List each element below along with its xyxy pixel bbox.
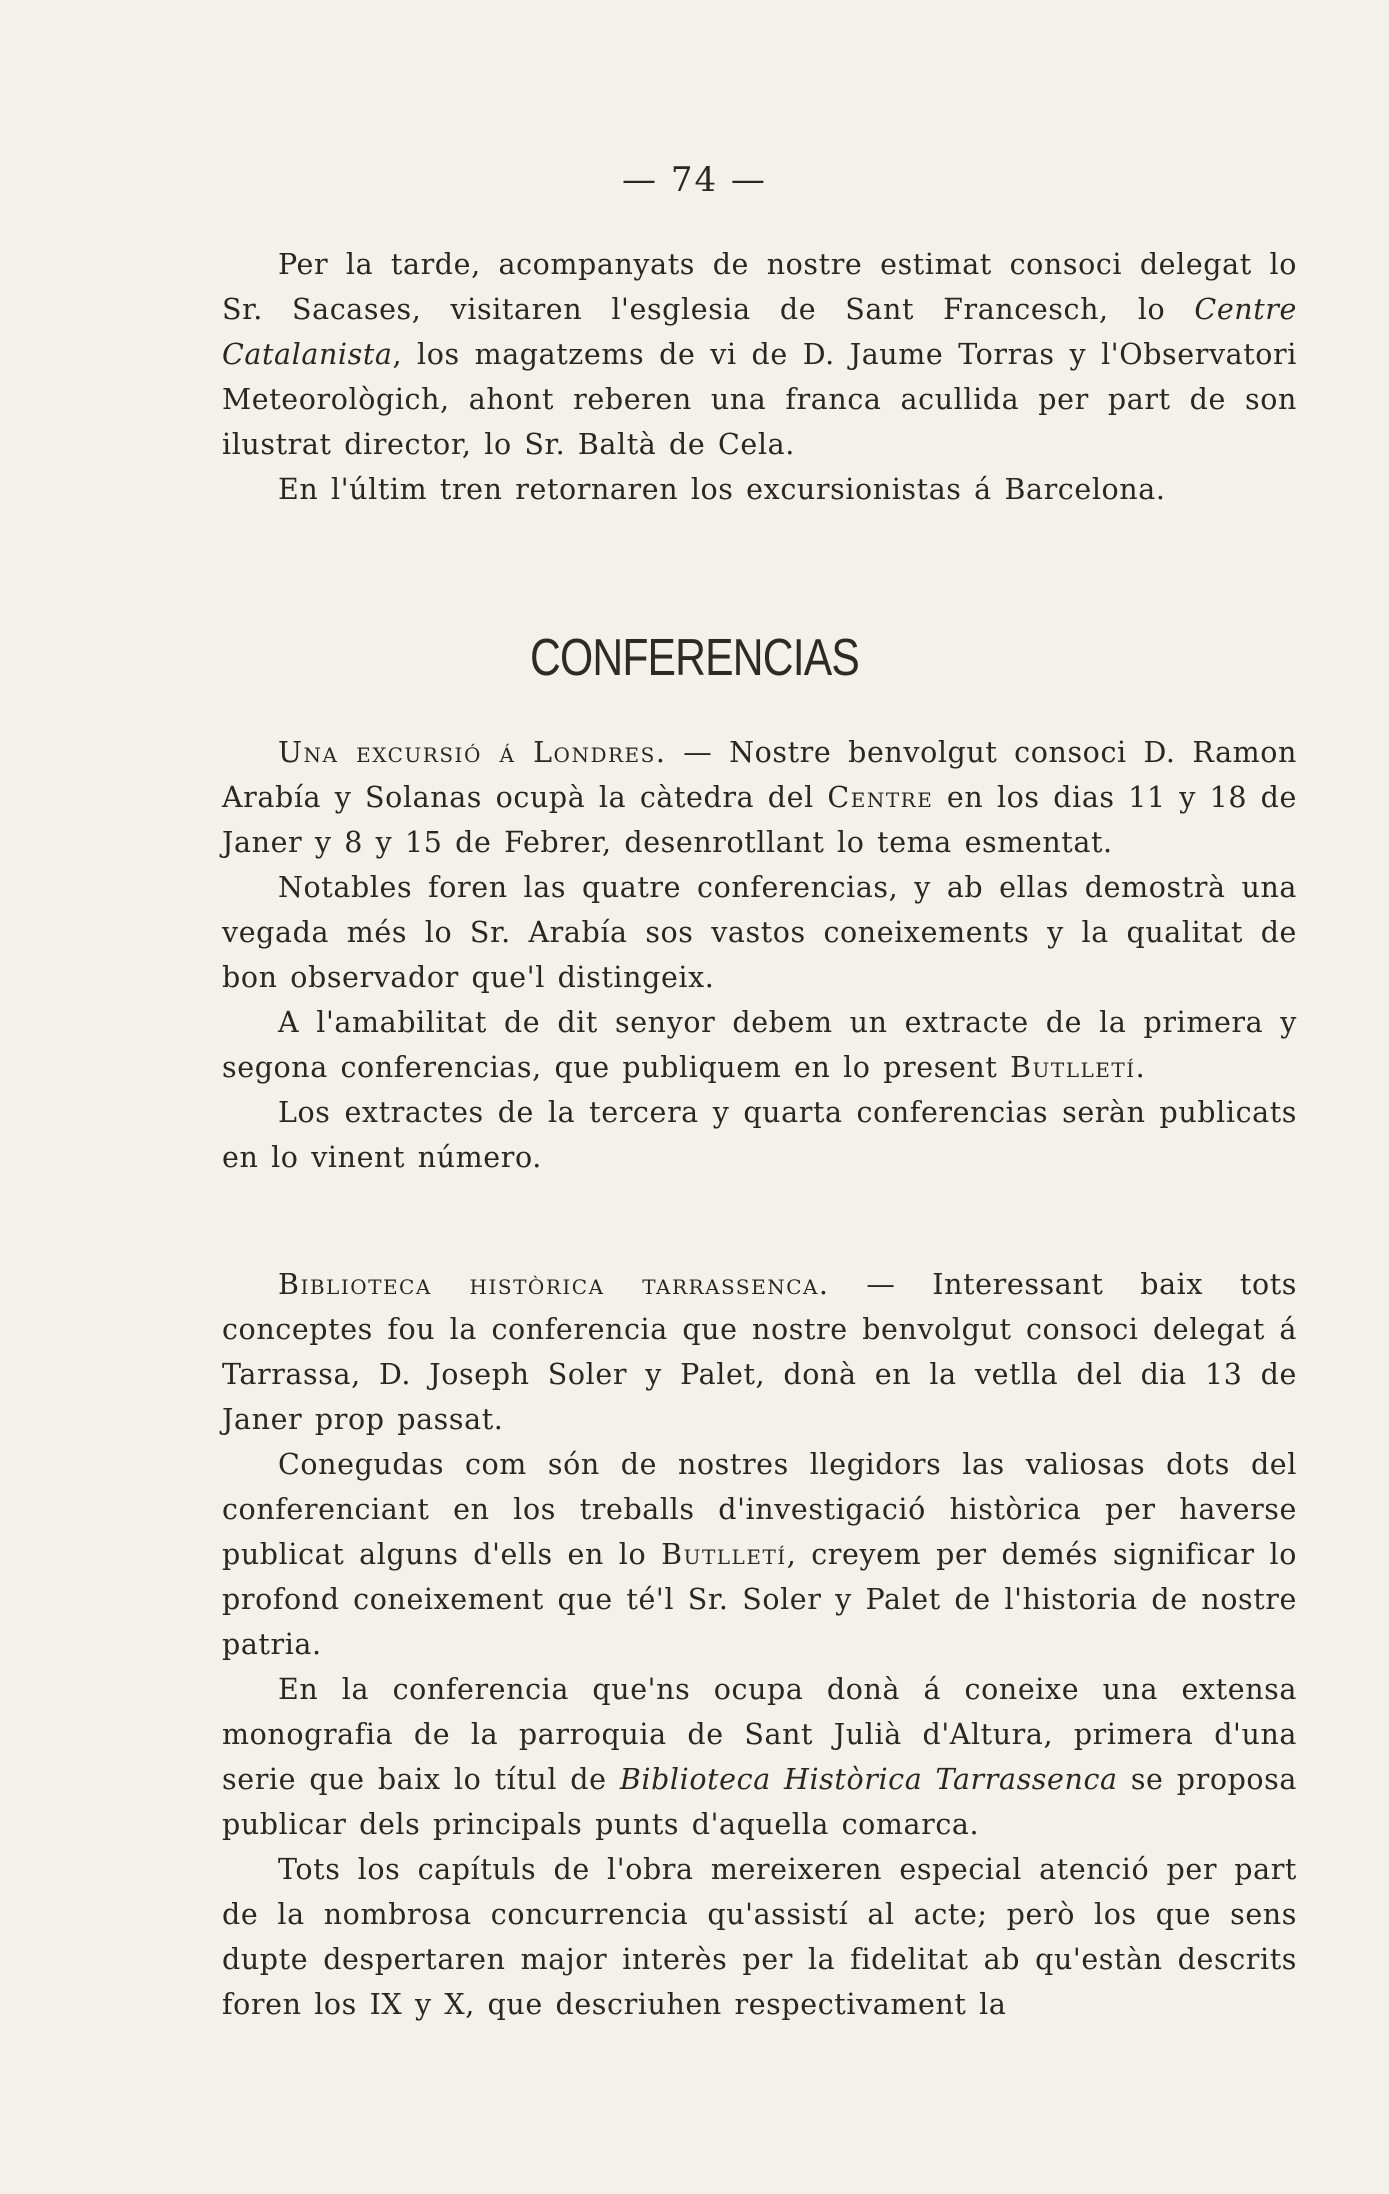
butlleti-smallcaps-2: Butlletí	[661, 1538, 787, 1571]
biblioteca-p2-rest: , creyem per demés significar lo profond coneixement que té'l Sr. Soler y Palet de l'historia de nostre patria.	[222, 1538, 1297, 1661]
londres-p1-text: — Nostre benvolgut consoci D. Ramon Arabía y Solanas ocupà la càtedra del	[222, 736, 1298, 814]
londres-paragraph-3	[222, 1000, 1297, 1090]
biblioteca-p3-text: En la conferencia que'ns ocupa donà á coneixe una extensa monografia de la parroquia de Sant Julià d'Altura, primera d'una serie que baix lo títul de	[222, 1673, 1297, 1796]
londres-paragraph-2: Notables foren las quatre conferencias, y ab ellas demostrà una vegada més lo Sr. Arabía sos vastos coneixements y la qualitat de bon observador que'l distingeix.	[222, 871, 1297, 994]
biblioteca-p1-text: — Interessant baix tots conceptes fou la conferencia que nostre benvolgut consoci delegat á Tarrassa, D. Joseph Soler y Palet, donà en la vetlla del dia 13 de Janer prop passat.	[222, 1268, 1297, 1436]
centre-smallcaps: Centre	[827, 781, 934, 814]
biblioteca-p2-text: Conegudas com són de nostres llegidors las valiosas dots del conferenciant en los treballs d'investigació històrica per haverse publicat alguns d'ells en lo	[222, 1448, 1297, 1571]
intro-p1-rest: , los magatzems de vi de D. Jaume Torras y l'Observatori Meteorològich, ahont reberen una franca acullida per part de son ilustrat director, lo Sr. Baltà de Cela.	[222, 338, 1297, 461]
biblioteca-title: Biblioteca històrica tarrassenca.	[278, 1268, 830, 1301]
londres-p1-rest: en los dias 11 y 18 de Janer y 8 y 15 de Febrer, desenrotllant lo tema esmentat.	[222, 781, 1297, 859]
biblioteca-section	[222, 1262, 1297, 2027]
page-number: — 74 —	[622, 160, 767, 200]
biblioteca-italic-title: Biblioteca Històrica Tarrassenca	[619, 1763, 1118, 1796]
intro-paragraph-1	[222, 242, 1297, 467]
londres-paragraph-1	[222, 730, 1297, 865]
section-heading: CONFERENCIAS	[530, 629, 859, 687]
biblioteca-paragraph-2	[222, 1442, 1297, 1667]
biblioteca-paragraph-4: Tots los capítuls de l'obra mereixeren especial atenció per part de la nombrosa concurrencia qu'assistí al acte; però los que sens dupte despertaren major interès per la fidelitat ab qu'estàn descrits foren los IX y X, que descriuhen respectivament la	[222, 1853, 1297, 2021]
londres-title: Una excursió á Londres.	[278, 736, 667, 769]
intro-p1-text: Per la tarde, acompanyats de nostre estimat consoci delegat lo Sr. Sacases, visitaren l'esglesia de Sant Francesch, lo	[222, 248, 1297, 326]
londres-paragraph-4: Los extractes de la tercera y quarta conferencias seràn publicats en lo vinent número.	[222, 1096, 1297, 1174]
biblioteca-paragraph-3	[222, 1667, 1297, 1847]
londres-p3-text: A l'amabilitat de dit senyor debem un extracte de la primera y segona conferencias, que publiquem en lo present	[222, 1006, 1297, 1084]
centre-catalanista-italic: Centre Catalanista	[222, 293, 1297, 371]
biblioteca-p3-rest: se proposa publicar dels principals punts d'aquella comarca.	[222, 1763, 1297, 1841]
biblioteca-paragraph-1	[222, 1262, 1297, 1442]
conferencias-section	[222, 730, 1297, 1180]
intro-paragraph-2: En l'últim tren retornaren los excursionistas á Barcelona.	[278, 473, 1166, 506]
intro-section	[222, 242, 1297, 512]
butlleti-smallcaps: Butlletí.	[1010, 1051, 1147, 1084]
